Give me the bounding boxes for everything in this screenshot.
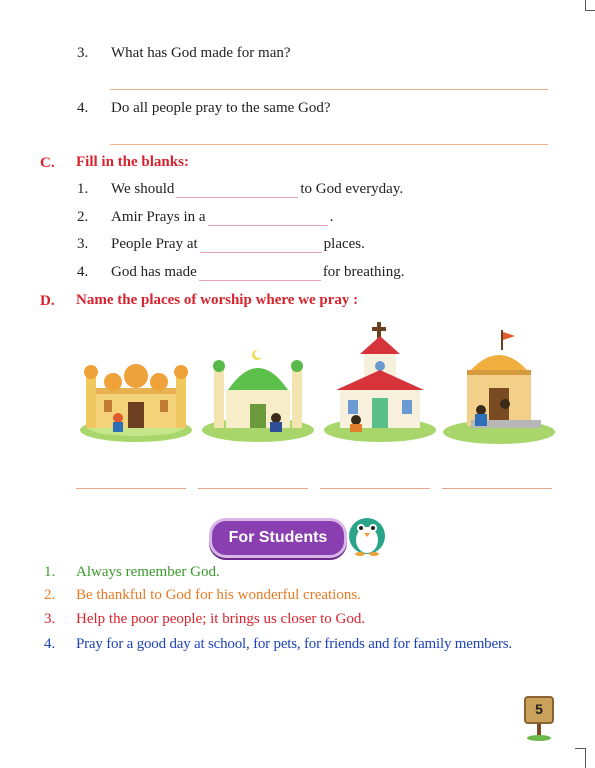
blank-suffix: . <box>329 209 334 225</box>
blank-prefix: Amir Prays in a <box>111 209 206 225</box>
penguin-mascot-icon <box>345 510 389 561</box>
crop-mark-top-h <box>585 10 595 11</box>
section-c-heading <box>40 154 189 172</box>
tip-number: 2. <box>44 587 56 603</box>
page-number-sign <box>522 695 556 746</box>
mosque-illustration <box>200 328 316 446</box>
section-title: Name the places of worship where we pray : <box>76 292 359 308</box>
item-number: 2. <box>77 209 89 225</box>
blank-field[interactable] <box>208 211 328 226</box>
tip-text: Always remember God. <box>76 564 220 580</box>
badge-label: For Students <box>228 529 328 546</box>
answer-line-q4[interactable] <box>110 144 548 145</box>
crop-mark-bottom <box>585 748 586 768</box>
crop-mark-top <box>585 0 586 10</box>
blank-suffix: for breathing. <box>322 264 405 280</box>
page-number: 5 <box>535 701 543 717</box>
question-text: Do all people pray to the same God? <box>111 100 331 116</box>
question-number: 3. <box>77 45 89 61</box>
blank-suffix: to God everyday. <box>300 181 404 197</box>
fill-blank-2 <box>77 209 333 226</box>
answer-line-q3[interactable] <box>110 89 548 90</box>
tip-number: 3. <box>44 611 56 627</box>
blank-field[interactable] <box>176 183 298 198</box>
blank-field[interactable] <box>199 266 321 281</box>
blank-prefix: People Pray at <box>111 236 198 252</box>
place-answer-line-1[interactable] <box>76 488 186 489</box>
for-students-badge <box>209 518 347 558</box>
tip-text: Be thankful to God for his wonderful creations. <box>76 587 361 603</box>
tip-number: 4. <box>44 636 56 652</box>
tip-text: Help the poor people; it brings us closer to God. <box>76 611 366 627</box>
temple-illustration <box>78 328 194 446</box>
blank-prefix: We should <box>111 181 175 197</box>
section-letter: D. <box>40 293 55 309</box>
place-answer-line-3[interactable] <box>320 488 430 489</box>
item-number: 1. <box>77 181 89 197</box>
fill-blank-1 <box>77 181 403 198</box>
blank-prefix: God has made <box>111 264 197 280</box>
place-answer-line-4[interactable] <box>442 488 552 489</box>
fill-blank-3 <box>77 236 365 253</box>
question-text: What has God made for man? <box>111 45 291 61</box>
gurudwara-illustration <box>441 330 557 448</box>
section-d-heading <box>40 292 359 310</box>
tip-text: Pray for a good day at school, for pets, for friends and for family members. <box>76 636 512 652</box>
blank-suffix: places. <box>323 236 365 252</box>
section-letter: C. <box>40 155 55 171</box>
tip-number: 1. <box>44 564 56 580</box>
blank-field[interactable] <box>200 238 322 253</box>
question-number: 4. <box>77 100 89 116</box>
crop-mark-bottom-h <box>575 748 585 749</box>
place-answer-line-2[interactable] <box>198 488 308 489</box>
item-number: 3. <box>77 236 89 252</box>
fill-blank-4 <box>77 264 404 281</box>
item-number: 4. <box>77 264 89 280</box>
section-title: Fill in the blanks: <box>76 154 189 170</box>
church-illustration <box>322 320 438 438</box>
